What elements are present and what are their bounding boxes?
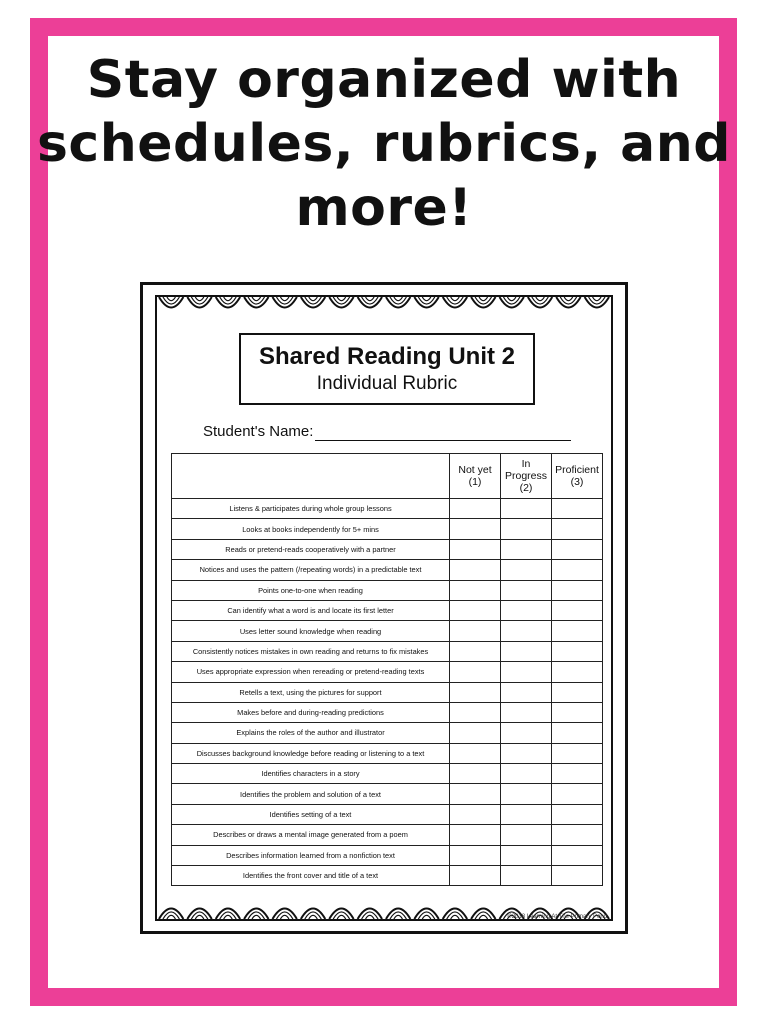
- skill-cell: Identifies the front cover and title of a text: [172, 866, 450, 886]
- column-header-in-progress: [501, 454, 552, 499]
- scallop-arc: [337, 297, 346, 301]
- student-name-row: [203, 421, 583, 445]
- student-name-field[interactable]: [315, 440, 571, 441]
- table-row: [172, 682, 603, 702]
- scallop-arc: [414, 909, 438, 919]
- scallop-arc: [224, 915, 233, 919]
- scallop-arc: [187, 909, 211, 919]
- column-header-label: In: [521, 458, 531, 470]
- skill-cell: Notices and uses the pattern (/repeating words) in a predictable text: [172, 560, 450, 580]
- scallop-arc: [252, 915, 261, 919]
- scallop-arc: [556, 297, 580, 307]
- rubric-table: [171, 453, 603, 886]
- rubric-header-row: [172, 454, 603, 499]
- skill-cell: Makes before and during-reading predictions: [172, 702, 450, 722]
- skill-cell: Identifies characters in a story: [172, 764, 450, 784]
- scallop-arc: [479, 297, 488, 301]
- scallop-arc: [422, 915, 431, 919]
- skill-cell: Consistently notices mistakes in own reading and returns to fix mistakes: [172, 641, 450, 661]
- score-cell-proficient[interactable]: [552, 662, 603, 682]
- skill-cell: Looks at books independently for 5+ mins: [172, 519, 450, 539]
- score-cell-not-yet[interactable]: [450, 784, 501, 804]
- column-header-label: Progress: [504, 470, 547, 482]
- score-cell-not-yet[interactable]: [450, 580, 501, 600]
- table-row: [172, 662, 603, 682]
- student-name-label: Student's Name:: [203, 423, 314, 440]
- score-cell-in-progress[interactable]: [501, 641, 552, 661]
- skill-cell: Can identify what a word is and locate its first letter: [172, 600, 450, 620]
- scallop-arc: [414, 297, 438, 307]
- score-cell-in-progress[interactable]: [501, 804, 552, 824]
- column-header-score: (2): [519, 482, 533, 494]
- scallop-border-top-icon: [157, 297, 611, 321]
- scallop-arc: [507, 297, 516, 301]
- scallop-arc: [451, 915, 460, 919]
- scallop-arc: [272, 297, 296, 307]
- score-cell-not-yet[interactable]: [450, 845, 501, 865]
- skill-cell: Describes information learned from a nonfiction text: [172, 845, 450, 865]
- scallop-arc: [394, 297, 403, 301]
- skill-cell: Listens & participates during whole group lessons: [172, 499, 450, 519]
- scallop-arc: [443, 909, 467, 919]
- table-row: [172, 539, 603, 559]
- table-row: [172, 580, 603, 600]
- scallop-arc: [280, 915, 289, 919]
- skill-cell: Reads or pretend-reads cooperatively with a partner: [172, 539, 450, 559]
- scallop-arc: [366, 915, 375, 919]
- scallop-arc: [301, 297, 325, 307]
- scallop-arc: [422, 297, 431, 301]
- worksheet-title: Shared Reading Unit 2: [258, 343, 516, 370]
- score-cell-not-yet[interactable]: [450, 764, 501, 784]
- score-cell-proficient[interactable]: [552, 580, 603, 600]
- scallop-arc: [366, 297, 375, 301]
- score-cell-in-progress[interactable]: [501, 600, 552, 620]
- table-row: [172, 519, 603, 539]
- scallop-arc: [337, 915, 346, 919]
- table-row: [172, 784, 603, 804]
- score-cell-not-yet[interactable]: [450, 499, 501, 519]
- table-row: [172, 825, 603, 845]
- rubric-worksheet: [140, 282, 628, 934]
- score-cell-proficient[interactable]: [552, 784, 603, 804]
- scallop-arc: [167, 297, 176, 301]
- score-cell-proficient[interactable]: [552, 621, 603, 641]
- score-cell-in-progress[interactable]: [501, 866, 552, 886]
- score-cell-proficient[interactable]: [552, 641, 603, 661]
- table-row: [172, 743, 603, 763]
- scallop-arc: [187, 297, 211, 307]
- headline-line-2: schedules, rubrics, and: [36, 114, 732, 174]
- score-cell-not-yet[interactable]: [450, 702, 501, 722]
- score-cell-not-yet[interactable]: [450, 804, 501, 824]
- score-cell-proficient[interactable]: [552, 804, 603, 824]
- table-row: [172, 702, 603, 722]
- scallop-arc: [471, 909, 495, 919]
- score-cell-in-progress[interactable]: [501, 845, 552, 865]
- score-cell-in-progress[interactable]: [501, 519, 552, 539]
- table-row: [172, 723, 603, 743]
- skill-cell: Points one-to-one when reading: [172, 580, 450, 600]
- rubric-body: [172, 499, 603, 886]
- scallop-arc: [329, 909, 353, 919]
- score-cell-not-yet[interactable]: [450, 723, 501, 743]
- skill-cell: Uses letter sound knowledge when reading: [172, 621, 450, 641]
- scallop-arc: [479, 915, 488, 919]
- scallop-arc: [329, 297, 353, 307]
- scallop-arc: [280, 297, 289, 301]
- score-cell-proficient[interactable]: [552, 600, 603, 620]
- score-cell-not-yet[interactable]: [450, 560, 501, 580]
- scallop-arc: [471, 297, 495, 307]
- score-cell-not-yet[interactable]: [450, 866, 501, 886]
- table-row: [172, 866, 603, 886]
- score-cell-in-progress[interactable]: [501, 723, 552, 743]
- scallop-arc: [159, 909, 183, 919]
- score-cell-not-yet[interactable]: [450, 641, 501, 661]
- title-box: [239, 333, 535, 405]
- skill-header-cell: [172, 454, 450, 499]
- scallop-arc: [386, 909, 410, 919]
- scallop-arc: [536, 297, 545, 301]
- scallop-arc: [244, 297, 268, 307]
- scallop-arc: [252, 297, 261, 301]
- score-cell-proficient[interactable]: [552, 866, 603, 886]
- scallop-arc: [358, 297, 382, 307]
- skill-cell: Retells a text, using the pictures for support: [172, 682, 450, 702]
- table-row: [172, 641, 603, 661]
- skill-cell: Discusses background knowledge before reading or listening to a text: [172, 743, 450, 763]
- scallop-arc: [593, 297, 602, 301]
- scallop-arc: [309, 297, 318, 301]
- scallop-arc: [272, 909, 296, 919]
- score-cell-in-progress[interactable]: [501, 764, 552, 784]
- headline-line-3: more!: [295, 178, 473, 238]
- scallop-arc: [451, 297, 460, 301]
- score-cell-in-progress[interactable]: [501, 743, 552, 763]
- skill-cell: Describes or draws a mental image generated from a poem: [172, 825, 450, 845]
- score-cell-in-progress[interactable]: [501, 825, 552, 845]
- score-cell-not-yet[interactable]: [450, 662, 501, 682]
- scallop-arc: [443, 297, 467, 307]
- table-row: [172, 845, 603, 865]
- scallop-arc: [167, 915, 176, 919]
- score-cell-in-progress[interactable]: [501, 784, 552, 804]
- score-cell-not-yet[interactable]: [450, 519, 501, 539]
- table-row: [172, 499, 603, 519]
- worksheet-subtitle: Individual Rubric: [316, 373, 458, 394]
- score-cell-not-yet[interactable]: [450, 682, 501, 702]
- score-cell-in-progress[interactable]: [501, 682, 552, 702]
- scallop-arc: [216, 909, 240, 919]
- score-cell-in-progress[interactable]: [501, 539, 552, 559]
- score-cell-proficient[interactable]: [552, 743, 603, 763]
- score-cell-in-progress[interactable]: [501, 499, 552, 519]
- scallop-arc: [499, 297, 523, 307]
- skill-cell: Identifies setting of a text: [172, 804, 450, 824]
- table-row: [172, 600, 603, 620]
- table-row: [172, 764, 603, 784]
- scallop-arc: [301, 909, 325, 919]
- scallop-arc: [224, 297, 233, 301]
- score-cell-not-yet[interactable]: [450, 600, 501, 620]
- scallop-arc: [358, 909, 382, 919]
- column-header-proficient: [552, 454, 603, 499]
- headline: [0, 48, 768, 240]
- skill-cell: Identifies the problem and solution of a text: [172, 784, 450, 804]
- score-cell-not-yet[interactable]: [450, 621, 501, 641]
- skill-cell: Uses appropriate expression when rereading or pretend-reading texts: [172, 662, 450, 682]
- scallop-arc: [309, 915, 318, 919]
- score-cell-proficient[interactable]: [552, 845, 603, 865]
- scallop-arc: [244, 909, 268, 919]
- score-cell-proficient[interactable]: [552, 499, 603, 519]
- score-cell-proficient[interactable]: [552, 764, 603, 784]
- column-header-score: (3): [570, 476, 584, 488]
- scallop-arc: [216, 297, 240, 307]
- column-header-label: Proficient: [555, 464, 599, 476]
- scallop-arc: [386, 297, 410, 307]
- scallop-arc: [564, 297, 573, 301]
- copyright-notice: ©2018 Learning At The Primary Pond: [507, 914, 607, 920]
- scallop-arc: [394, 915, 403, 919]
- score-cell-not-yet[interactable]: [450, 539, 501, 559]
- scallop-arc: [195, 915, 204, 919]
- score-cell-in-progress[interactable]: [501, 560, 552, 580]
- headline-line-1: Stay organized with: [86, 50, 682, 110]
- score-cell-proficient[interactable]: [552, 560, 603, 580]
- score-cell-not-yet[interactable]: [450, 743, 501, 763]
- score-cell-proficient[interactable]: [552, 702, 603, 722]
- score-cell-in-progress[interactable]: [501, 621, 552, 641]
- column-header-score: (1): [468, 476, 482, 488]
- skill-cell: Explains the roles of the author and illustrator: [172, 723, 450, 743]
- scallop-arc: [159, 297, 183, 307]
- score-cell-in-progress[interactable]: [501, 662, 552, 682]
- worksheet-inner-border: [155, 295, 613, 921]
- table-row: [172, 560, 603, 580]
- column-header-label: Not yet: [458, 464, 492, 476]
- column-header-not-yet: [450, 454, 501, 499]
- scallop-arc: [585, 297, 609, 307]
- table-row: [172, 804, 603, 824]
- score-cell-proficient[interactable]: [552, 723, 603, 743]
- score-cell-proficient[interactable]: [552, 682, 603, 702]
- table-row: [172, 621, 603, 641]
- score-cell-proficient[interactable]: [552, 539, 603, 559]
- scallop-arc: [195, 297, 204, 301]
- score-cell-proficient[interactable]: [552, 519, 603, 539]
- score-cell-in-progress[interactable]: [501, 580, 552, 600]
- score-cell-not-yet[interactable]: [450, 825, 501, 845]
- score-cell-in-progress[interactable]: [501, 702, 552, 722]
- scallop-arc: [528, 297, 552, 307]
- score-cell-proficient[interactable]: [552, 825, 603, 845]
